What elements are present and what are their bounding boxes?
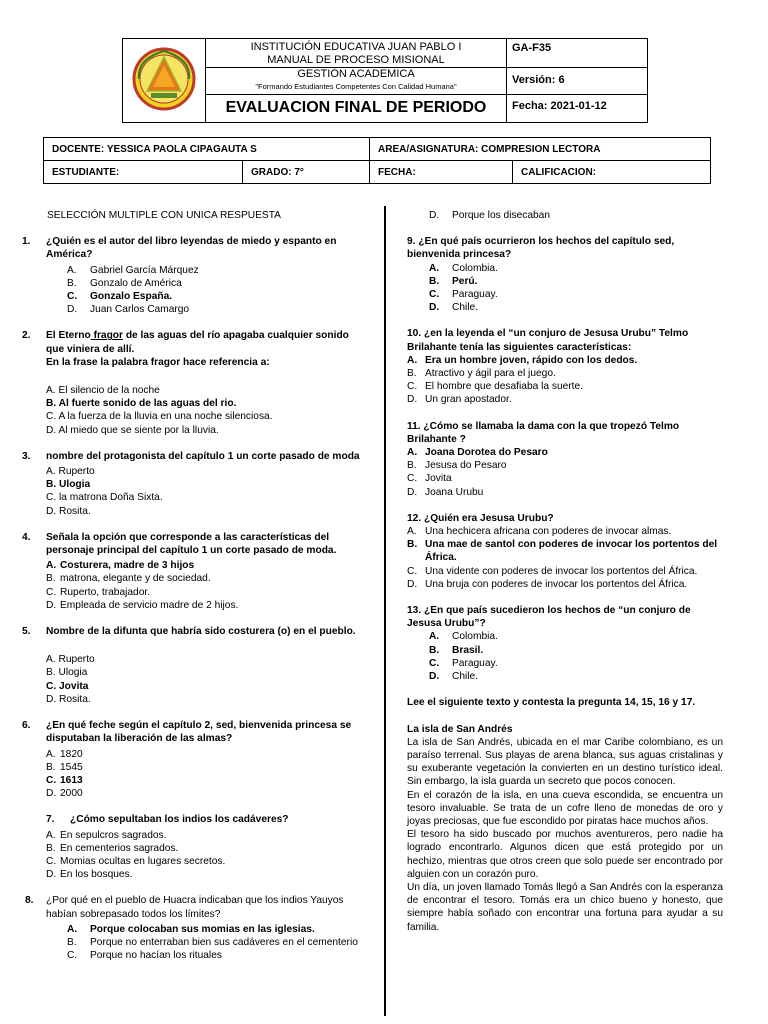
option: Jovita — [425, 473, 452, 485]
score-field[interactable]: CALIFICACION: — [513, 161, 711, 184]
question-11: 11. ¿Cómo se llamaba la dama con la que tropezó Telmo Brilahante ? — [407, 420, 680, 445]
option: 2000 — [60, 788, 83, 800]
grade-field[interactable]: GRADO: 7° — [243, 161, 370, 184]
option: El hombre que desafiaba la suerte. — [425, 381, 584, 393]
reading-paragraph: El tesoro ha sido buscado por muchos aventureros, pero nadie ha logrado encontrarlo. Algunos dicen que está protegido por un hechizo, mientras que otros creen que solo puede ser encontrado por alguien con un corazón puro. — [407, 829, 723, 880]
option: Juan Carlos Camargo — [90, 304, 190, 316]
doc-version: Versión: 6 — [507, 68, 648, 94]
question-10: 10. ¿en la leyenda el “un conjuro de Jesusa Urubu” Telmo Brilahante tenía las siguientes características: — [407, 328, 689, 353]
header-table — [122, 38, 648, 123]
option: Joana Dorotea do Pesaro — [425, 447, 548, 459]
question-8: 8. ¿Por qué en el pueblo de Huacra indicaban que los indios Yauyos habían sobrepasado todos los límites? — [25, 895, 344, 920]
left-column: SELECCIÓN MULTIPLE CON UNICA RESPUESTA 1. ¿Quién es el autor del libro leyendas de miedo y espanto en América? A. Gabriel García Márquez B. Gonzalo de América C. Gonzalo España. D. Juan Carlos Camargo 2. El Eterno fragor de las aguas del río apagaba cualquier sonido que viniera de allí. En la frase la palabra fragor hace referencia a: A. El silencio de la noche B. Al fuerte sonido de las aguas del rio. C. A la fuerza de la lluvia en una noche silenciosa. D. Al miedo que se siente por la lluvia. 3. nombre del protagonista del capítulo 1 un corte pasado de moda A. Ruperto B. Ulogia C. la matrona Doña Sixta. D. Rosita. 4. Señala la opción que corresponde a las características del personaje principal del capítulo 1 un corte pasado de moda. A. Costurera, madre de 3 hijos B. matrona, elegante y de sociedad. C. Ruperto, trabajador. D. Empleada de servicio madre de 2 hijos. 5. Nombre de la difunta que habría sido costurera (o) en el pueblo. A. Ruperto B. Ulogia C. Jovita D. Rosita. 6. ¿En qué feche según el capítulo 2, sed, bienvenida princesa se disputaban la liberación de las almas? A. 1820 B. 1545 C. 1613 D. 2000 7. ¿Cómo sepultaban los indios los cadáveres? A. En sepulcros sagrados. B. En cementerios sagrados. C. Momias ocultas en lugares secretos. D. En los bosques. 8. ¿Por qué en el pueblo de Huacra indicaban que los indios Yauyos habían sobrepasado todos los límites? A. Porque colocaban sus momias en las iglesias. B. Porque no enterraban bien sus cadáveres en el cementerio C. Porque no hacían los rituales — [22, 209, 362, 962]
option: Atractivo y ágil para el juego. — [425, 368, 556, 380]
option: Gabriel García Márquez — [90, 264, 199, 276]
option: Chile. — [452, 671, 479, 683]
option: Brasil. — [452, 644, 484, 656]
option: Momias ocultas en lugares secretos. — [60, 855, 226, 867]
option: B. Al fuerte sonido de las aguas del rio. — [46, 398, 237, 410]
section-heading: SELECCIÓN MULTIPLE CON UNICA RESPUESTA — [47, 210, 281, 221]
option: matrona, elegante y de sociedad. — [60, 573, 211, 585]
info-table — [43, 137, 711, 184]
option: Una vidente con poderes de invocar los portentos del África. — [425, 565, 698, 577]
institution-name: INSTITUCIÓN EDUCATIVA JUAN PABLO I — [250, 41, 462, 53]
doc-code: GA-F35 — [507, 39, 648, 68]
option: Porque colocaban sus momias en las iglesias. — [90, 923, 315, 935]
option: Costurera, madre de 3 hijos — [60, 560, 195, 572]
option: Era un hombre joven, rápido con los dedos. — [425, 354, 638, 366]
option: A. El silencio de la noche — [46, 385, 160, 397]
teacher-cell: DOCENTE: YESSICA PAOLA CIPAGAUTA S — [44, 138, 370, 161]
question-3: 3. nombre del protagonista del capítulo 1 un corte pasado de moda — [22, 450, 360, 462]
option: Perú. — [452, 275, 478, 287]
question-6: 6. ¿En qué feche según el capítulo 2, sed, bienvenida princesa se disputaban la liberación de las almas? — [22, 720, 352, 745]
option: Porque no hacían los rituales — [90, 950, 222, 962]
question-4: 4. Señala la opción que corresponde a las características del personaje principal del capítulo 1 un corte pasado de moda. — [22, 531, 337, 557]
option: En sepulcros sagrados. — [60, 829, 167, 841]
question-5: 5. Nombre de la difunta que habría sido costurera (o) en el pueblo. — [22, 626, 356, 638]
right-column: D. Porque los disecaban 9. ¿En qué país ocurrieron los hechos del capítulo sed, bienvenida princesa? A. Colombia. B. Perú. C. Paraguay. D. Chile. 10. ¿en la leyenda el “un conjuro de Jesusa Urubu” Telmo Brilahante tenía las siguientes características: A. Era un hombre joven, rápido con los dedos. B. Atractivo y ágil para el juego. C. El hombre que desafiaba la suerte. D. Un gran apostador. 11. ¿Cómo se llamaba la dama con la que tropezó Telmo Brilahante ? A. Joana Dorotea do Pesaro B. Jesusa do Pesaro C. Jovita D. Joana Urubu 12. ¿Quién era Jesusa Urubu? A. Una hechicera africana con poderes de invocar almas. B. Una mae de santol con poderes de invocar los portentos del África. C. Una vidente con poderes de invocar los portentos del África. D. Una bruja con poderes de invocar los portentos del África. 13. ¿En que país sucedieron los hechos de “un conjuro de Jesusa Urubu”? A. Colombia. B. Brasil. C. Paraguay. D. Chile. Lee el siguiente texto y contesta la pregunta 14, 15, 16 y 17. La isla de San Andrés La isla de San Andrés, ubicada en el mar Caribe colombiano, es un paraíso terrenal. Sus playas de arena blanca, sus aguas cristalinas y su exuberante vegetación la convierten en un destino turístico ideal. Sin embargo, la isla guarda un secreto que pocos conocen. En el corazón de la isla, en una cueva escondida, se encuentra un tesoro invaluable. Se trata de un cofre lleno de monedas de oro y joyas preciosas, que fue escondido por piratas hace muchos años. El tesoro ha sido buscado por muchos aventureros, pero nadie ha logrado encontrarlo. Algunos dicen que está protegido por un hechizo, mientras que otros creen que solo puede ser encontrado por alguien con un corazón puro. Un día, un joven llamado Tomás llegó a San Andrés con la esperanza de encontrar el tesoro. Tomás era un chico bueno y honesto, que siempre había soñado con encontrar una fortuna para ayudar a su familia. — [407, 210, 723, 933]
option: A. Ruperto — [46, 466, 95, 478]
option: B. Ulogia — [46, 667, 88, 679]
institution-block — [206, 39, 507, 68]
area-cell: AREA/ASIGNATURA: COMPRESION LECTORA — [370, 138, 711, 161]
reading-paragraph: En el corazón de la isla, en una cueva escondida, se encuentra un tesoro invaluable. Se trata de un cofre lleno de monedas de oro y joyas preciosas, que fue escondido por piratas hace muchos años. — [407, 789, 723, 827]
manual-name: MANUAL DE PROCESO MISIONAL — [267, 54, 445, 66]
reading-instruction: Lee el siguiente texto y contesta la pregunta 14, 15, 16 y 17. — [407, 697, 696, 709]
option: Gonzalo de América — [90, 277, 182, 289]
doc-date: Fecha: 2021-01-12 — [507, 94, 648, 122]
option: Colombia. — [452, 631, 498, 643]
option: A. Ruperto — [46, 654, 95, 666]
option: C. la matrona Doña Sixta. — [46, 492, 163, 504]
option: Gonzalo España. — [90, 291, 173, 303]
option: Empleada de servicio madre de 2 hijos. — [60, 599, 239, 611]
option: Colombia. — [452, 262, 498, 274]
reading-title: La isla de San Andrés — [407, 723, 513, 735]
option: C. Jovita — [46, 680, 89, 692]
question-1: 1. ¿Quién es el autor del libro leyendas de miedo y espanto en América? — [22, 236, 337, 261]
question-12: 12. ¿Quién era Jesusa Urubu? — [407, 512, 554, 524]
option: 1613 — [60, 774, 83, 786]
option: Una hechicera africana con poderes de invocar almas. — [425, 526, 672, 538]
logo-cell — [123, 39, 206, 123]
option: Ruperto, trabajador. — [60, 586, 151, 598]
option: Paraguay. — [452, 657, 498, 669]
option: D. Rosita. — [46, 693, 91, 705]
option: Paraguay. — [452, 289, 498, 301]
option: 1545 — [60, 761, 83, 773]
option: D. Rosita. — [46, 505, 91, 517]
option: En cementerios sagrados. — [60, 842, 179, 854]
option: B. Ulogia — [46, 479, 91, 491]
question-2: 2. El Eterno fragor de las aguas del río apagaba cualquier sonido que viniera de allí. En la frase la palabra fragor hace referencia a: — [22, 330, 349, 368]
motto: "Formando Estudiantes Competentes Con Calidad Humana" — [255, 82, 457, 92]
question-7: 7. ¿Cómo sepultaban los indios los cadáveres? — [46, 814, 289, 826]
column-divider — [384, 206, 386, 1016]
option: Joana Urubu — [425, 486, 484, 498]
reading-paragraph: La isla de San Andrés, ubicada en el mar Caribe colombiano, es un paraíso terrenal. Sus playas de arena blanca, sus aguas cristalinas y su exuberante vegetación la convierten en un destino turístico ideal. Sin embargo, la isla guarda un secreto que pocos conocen. — [407, 736, 723, 788]
management-block — [206, 68, 507, 94]
reading-paragraph: Un día, un joven llamado Tomás llegó a San Andrés con la esperanza de encontrar el tesoro. Tomás era un chico bueno y honesto, que siempre había soñado con encontrar una fortuna para ayudar a su familia. — [407, 881, 723, 933]
page-title: EVALUACION FINAL DE PERIODO — [206, 94, 507, 122]
date-field[interactable]: FECHA: — [370, 161, 513, 184]
option: Porque no enterraban bien sus cadáveres en el cementerio — [90, 936, 358, 948]
question-9: 9. ¿En qué país ocurrieron los hechos del capítulo sed, bienvenida princesa? — [407, 236, 675, 261]
option: 1820 — [60, 748, 83, 760]
school-seal-icon — [123, 39, 205, 119]
question-13: 13. ¿En que país sucedieron los hechos de “un conjuro de Jesusa Urubu”? — [407, 605, 691, 630]
option: C. A la fuerza de la lluvia en una noche silenciosa. — [46, 411, 273, 423]
option: Jesusa do Pesaro — [425, 460, 507, 472]
option: Una bruja con poderes de invocar los portentos del África. — [425, 578, 688, 590]
option: D. Al miedo que se siente por la lluvia. — [46, 424, 219, 436]
option: Un gran apostador. — [425, 394, 512, 406]
student-field[interactable]: ESTUDIANTE: — [44, 161, 243, 184]
option: Porque los disecaban — [452, 210, 550, 221]
option: Chile. — [452, 302, 479, 314]
option: En los bosques. — [60, 869, 133, 881]
management-name: GESTIÓN ACADEMICA — [297, 68, 415, 81]
option: Una mae de santol con poderes de invocar los portentos del África. — [425, 539, 718, 564]
